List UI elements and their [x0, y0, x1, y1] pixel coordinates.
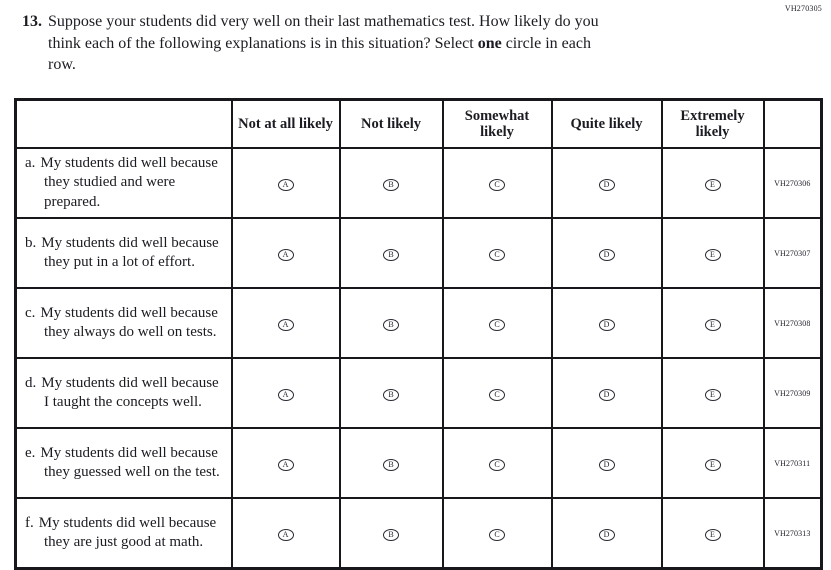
item-code: VH270311	[764, 428, 822, 498]
answer-bubble-a[interactable]	[278, 389, 294, 401]
row-statement	[16, 288, 232, 358]
column-header-not-at-all-likely: Not at all likely	[232, 100, 340, 149]
bubble-letter: A	[282, 460, 289, 469]
option-cell	[443, 428, 552, 498]
bubble-letter: C	[494, 390, 500, 399]
row-letter: e.	[25, 444, 36, 461]
option-cell	[662, 288, 764, 358]
bubble-letter: D	[603, 390, 610, 399]
item-code: VH270309	[764, 358, 822, 428]
bubble-letter: E	[710, 250, 715, 259]
question-line: row.	[48, 56, 76, 73]
bubble-letter: A	[282, 250, 289, 259]
bubble-letter: E	[710, 530, 715, 539]
option-cell	[443, 358, 552, 428]
answer-bubble-a[interactable]	[278, 529, 294, 541]
answer-bubble-d[interactable]	[599, 319, 615, 331]
bubble-letter: D	[603, 530, 610, 539]
row-text: My students did well because they guessed well on the test.	[40, 444, 220, 480]
bubble-letter: B	[388, 530, 394, 539]
row-statement	[16, 498, 232, 569]
bubble-letter: A	[282, 390, 289, 399]
option-cell	[662, 148, 764, 218]
row-statement	[16, 148, 232, 218]
option-cell	[443, 498, 552, 569]
row-letter: b.	[25, 234, 37, 251]
answer-bubble-e[interactable]	[705, 529, 721, 541]
answer-bubble-c[interactable]	[489, 529, 505, 541]
question-number: 13.	[22, 13, 42, 30]
item-code: VH270308	[764, 288, 822, 358]
column-header-quite-likely: Quite likely	[552, 100, 662, 149]
table-row-c	[16, 288, 822, 358]
row-text: My students did well because they put in a lot of effort.	[41, 234, 219, 270]
header-row	[16, 100, 822, 149]
option-cell	[662, 218, 764, 288]
bubble-letter: D	[603, 180, 610, 189]
item-code: VH270307	[764, 218, 822, 288]
option-cell	[340, 358, 443, 428]
answer-bubble-e[interactable]	[705, 389, 721, 401]
answer-bubble-b[interactable]	[383, 249, 399, 261]
option-cell	[552, 288, 662, 358]
row-statement	[16, 428, 232, 498]
answer-bubble-d[interactable]	[599, 389, 615, 401]
answer-bubble-a[interactable]	[278, 319, 294, 331]
bubble-letter: D	[603, 460, 610, 469]
table-row-a	[16, 148, 822, 218]
option-cell	[662, 498, 764, 569]
item-code: VH270313	[764, 498, 822, 569]
statement-header-empty	[16, 100, 232, 149]
row-letter: c.	[25, 304, 36, 321]
answer-bubble-e[interactable]	[705, 249, 721, 261]
answer-bubble-d[interactable]	[599, 459, 615, 471]
answer-bubble-b[interactable]	[383, 529, 399, 541]
code-header-empty	[764, 100, 822, 149]
answer-bubble-c[interactable]	[489, 179, 505, 191]
item-code: VH270306	[764, 148, 822, 218]
bubble-letter: E	[710, 460, 715, 469]
option-cell	[232, 288, 340, 358]
bubble-letter: B	[388, 180, 394, 189]
bubble-letter: A	[282, 320, 289, 329]
option-cell	[662, 358, 764, 428]
option-cell	[443, 288, 552, 358]
option-cell	[552, 148, 662, 218]
page-accession-code: VH270305	[784, 4, 822, 13]
option-cell	[340, 288, 443, 358]
bubble-letter: E	[710, 180, 715, 189]
table-row-b	[16, 218, 822, 288]
row-text: My students did well because they are just good at math.	[38, 514, 217, 550]
option-cell	[552, 428, 662, 498]
row-text: My students did well because they always do well on tests.	[40, 304, 218, 340]
bubble-letter: B	[388, 460, 394, 469]
bubble-letter: E	[710, 390, 715, 399]
option-cell	[340, 148, 443, 218]
row-text: My students did well because I taught the concepts well.	[41, 374, 219, 410]
row-letter: f.	[25, 514, 34, 531]
answer-bubble-e[interactable]	[705, 459, 721, 471]
bubble-letter: D	[603, 250, 610, 259]
row-text: My students did well because they studied and were prepared.	[40, 154, 218, 210]
column-header-not-likely: Not likely	[340, 100, 443, 149]
row-letter: a.	[25, 154, 36, 171]
option-cell	[662, 428, 764, 498]
bubble-letter: B	[388, 390, 394, 399]
bubble-letter: A	[282, 530, 289, 539]
question-text	[22, 11, 722, 76]
option-cell	[340, 428, 443, 498]
likert-table	[14, 98, 823, 570]
bubble-letter: C	[494, 250, 500, 259]
answer-bubble-a[interactable]	[278, 179, 294, 191]
question-line: think each of the following explanations is in this situation? Select one circle in each	[48, 34, 591, 52]
row-letter: d.	[25, 374, 37, 391]
bubble-letter: C	[494, 460, 500, 469]
question-block	[22, 11, 722, 76]
answer-bubble-b[interactable]	[383, 459, 399, 471]
option-cell	[232, 218, 340, 288]
answer-bubble-c[interactable]	[489, 459, 505, 471]
option-cell	[232, 428, 340, 498]
answer-bubble-b[interactable]	[383, 389, 399, 401]
row-statement	[16, 218, 232, 288]
bubble-letter: E	[710, 320, 715, 329]
question-line: Suppose your students did very well on their last mathematics test. How likely do you	[48, 13, 599, 30]
column-header-extremely-likely: Extremely likely	[662, 100, 764, 149]
answer-bubble-c[interactable]	[489, 249, 505, 261]
option-cell	[552, 498, 662, 569]
bubble-letter: B	[388, 320, 394, 329]
table-row-d	[16, 358, 822, 428]
option-cell	[232, 498, 340, 569]
table-row-e	[16, 428, 822, 498]
option-cell	[340, 218, 443, 288]
answer-bubble-c[interactable]	[489, 389, 505, 401]
answer-bubble-a[interactable]	[278, 249, 294, 261]
option-cell	[443, 218, 552, 288]
bubble-letter: C	[494, 530, 500, 539]
answer-bubble-b[interactable]	[383, 179, 399, 191]
answer-bubble-d[interactable]	[599, 249, 615, 261]
answer-bubble-e[interactable]	[705, 179, 721, 191]
answer-bubble-d[interactable]	[599, 179, 615, 191]
bubble-letter: C	[494, 320, 500, 329]
column-header-somewhat-likely: Somewhat likely	[443, 100, 552, 149]
option-cell	[340, 498, 443, 569]
bubble-letter: C	[494, 180, 500, 189]
answer-bubble-a[interactable]	[278, 459, 294, 471]
option-cell	[552, 358, 662, 428]
option-cell	[232, 148, 340, 218]
answer-bubble-c[interactable]	[489, 319, 505, 331]
answer-bubble-e[interactable]	[705, 319, 721, 331]
table-row-f	[16, 498, 822, 569]
bubble-letter: B	[388, 250, 394, 259]
option-cell	[552, 218, 662, 288]
question-emphasis: one	[477, 34, 502, 52]
answer-bubble-d[interactable]	[599, 529, 615, 541]
row-statement	[16, 358, 232, 428]
bubble-letter: A	[282, 180, 289, 189]
option-cell	[232, 358, 340, 428]
bubble-letter: D	[603, 320, 610, 329]
answer-bubble-b[interactable]	[383, 319, 399, 331]
option-cell	[443, 148, 552, 218]
